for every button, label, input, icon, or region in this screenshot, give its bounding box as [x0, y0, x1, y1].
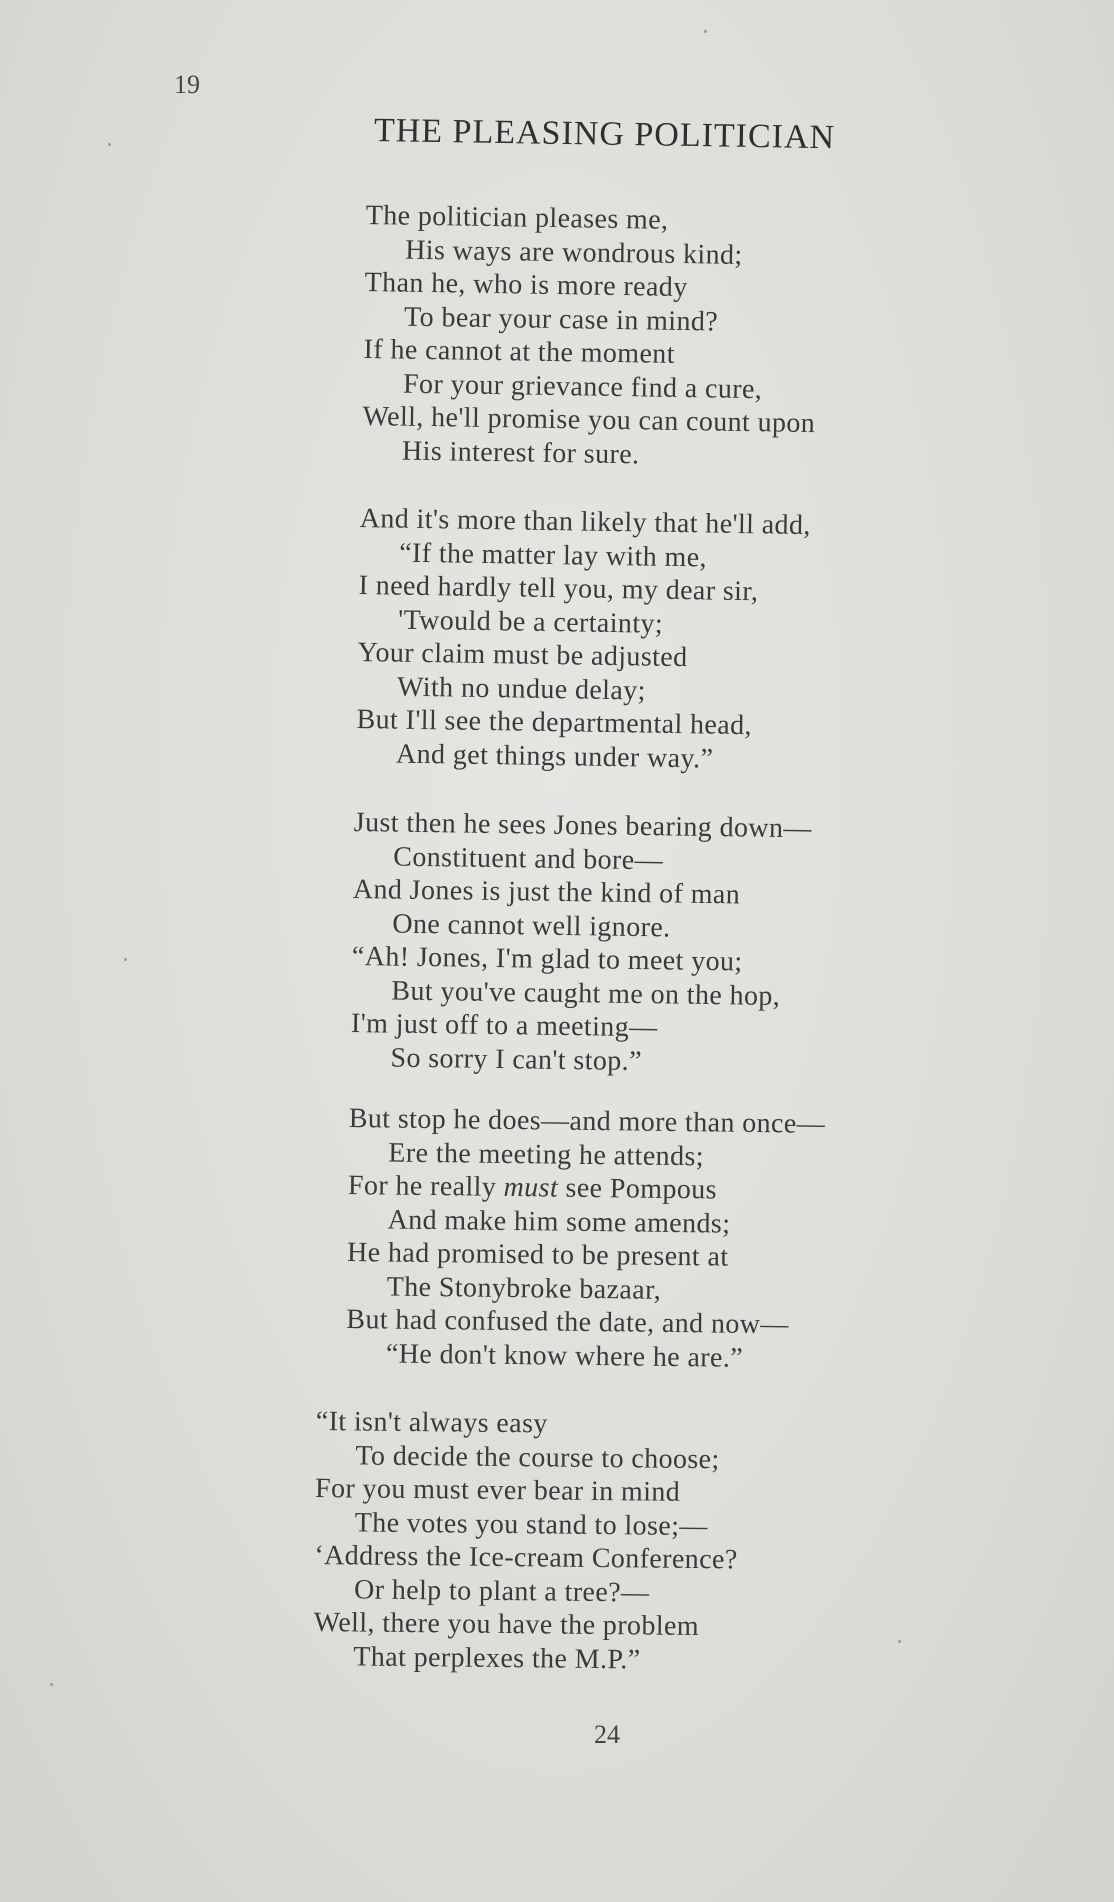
poem-line: For your grievance find a cure,: [402, 368, 763, 405]
poem-line: And make him some amends;: [387, 1203, 731, 1240]
poem-line: Your claim must be adjusted: [357, 636, 688, 674]
poem-line: But stop he does—and more than once—: [348, 1102, 826, 1140]
poem-line: Just then he sees Jones bearing down—: [353, 806, 813, 845]
paper-speck: [704, 30, 707, 33]
poem-line: If he cannot at the moment: [363, 333, 676, 370]
poem-line: The votes you stand to lose;—: [354, 1506, 708, 1542]
poem-line: Well, he'll promise you can count upon: [362, 400, 816, 440]
poem-line: “He don't know where he are.”: [385, 1337, 744, 1374]
poem-line: Well, there you have the problem: [313, 1606, 700, 1643]
corner-number: 19: [174, 70, 200, 99]
page-number: 24: [594, 1720, 620, 1749]
poem-line: His ways are wondrous kind;: [404, 234, 743, 271]
poem-line: Than he, who is more ready: [364, 266, 688, 304]
poem-line: He had promised to be present at: [346, 1236, 729, 1273]
poem-line: “It isn't always easy: [315, 1406, 548, 1440]
poem-line: And it's more than likely that he'll add,: [359, 502, 812, 542]
poem-title: THE PLEASING POLITICIAN: [373, 112, 836, 157]
paper-speck: [898, 1640, 901, 1643]
poem-line: “Ah! Jones, I'm glad to meet you;: [351, 940, 743, 978]
poem-line: To bear your case in mind?: [403, 301, 719, 338]
poem-line: And get things under way.”: [395, 738, 714, 775]
paper-speck: [50, 1683, 53, 1686]
stanza-5: [313, 1405, 916, 1679]
poem-line: But had confused the date, and now—: [346, 1303, 789, 1341]
stanza-1: [362, 199, 966, 476]
poem-line: But you've caught me on the hop,: [391, 975, 781, 1012]
line-text: For he really: [347, 1169, 504, 1203]
poem-line: I need hardly tell you, my dear sir,: [358, 569, 759, 608]
poem-line: I'm just off to a meeting—: [350, 1007, 658, 1044]
poem-line: One cannot well ignore.: [392, 908, 671, 943]
stanza-4: [346, 1102, 949, 1377]
poem-line: And Jones is just the kind of man: [352, 873, 741, 911]
line-text: see Pompous: [557, 1172, 718, 1206]
poem-line: “If the matter lay with me,: [398, 537, 708, 573]
poem-line: ‘Address the Ice-cream Conference?: [314, 1539, 738, 1576]
paper-speck: [124, 958, 127, 961]
stanza-3: [350, 806, 954, 1082]
poem-line: The Stonybroke bazaar,: [386, 1270, 662, 1306]
poem-line: Ere the meeting he attends;: [388, 1136, 705, 1172]
poem-line: To decide the course to choose;: [355, 1439, 720, 1475]
poem-line: But I'll see the departmental head,: [356, 703, 753, 742]
poem-line: So sorry I can't stop.”: [390, 1042, 643, 1077]
poem-line: The politician pleases me,: [365, 199, 669, 236]
poem-line: That perplexes the M.P.”: [353, 1640, 641, 1675]
paper-speck: [108, 143, 111, 146]
poem-line: For you must ever bear in mind: [314, 1472, 681, 1508]
poem-line: 'Twould be a certainty;: [397, 604, 664, 640]
poem-line: With no undue delay;: [396, 671, 647, 707]
emphasized-word: must: [503, 1171, 559, 1204]
poem-line: His interest for sure.: [401, 435, 640, 470]
poem-line: Or help to plant a tree?—: [353, 1573, 650, 1609]
stanza-2: [356, 502, 960, 779]
poem-line: Constituent and bore—: [393, 841, 664, 876]
